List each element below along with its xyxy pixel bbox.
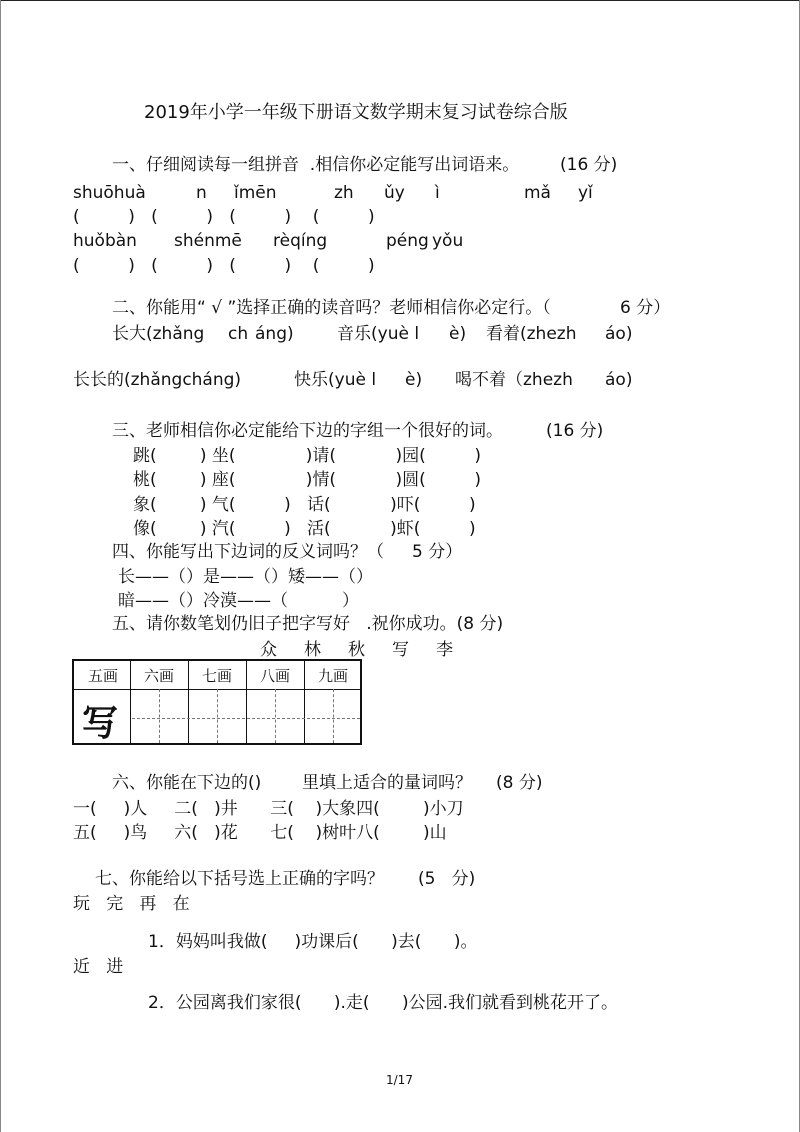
reading-2c: è) [405,370,423,390]
page-border-top [0,0,800,1]
reading-1e: è) [449,324,467,344]
pinyin-9: huǒbàn [73,231,137,251]
answer-brackets-1: ( ) ( ) ( ) ( ) [73,207,375,227]
section-2-heading: 二、你能用“ √ ”选择正确的读音吗？老师相信你必定行。（ [112,298,551,318]
grid-header-6: 六画 [143,667,174,685]
pinyin-4: zh [334,183,354,203]
answer-brackets-2: ( ) ( ) ( ) ( ) [73,256,375,276]
antonym-line-2: 暗——（）冷漠——（ ） [118,591,360,611]
antonym-line-1: 长——（）是——（）矮——（） [118,567,373,587]
word-row-2: 桃( ) 座( )情( )圆( ) [133,470,482,490]
grid-header-7: 七画 [201,667,232,685]
question-2: 2．公园离我们家很( ).走( )公园.我们就看到桃花开了。 [148,993,618,1013]
section-7-score: (5 分) [418,869,476,889]
section-1-heading: 一、仔细阅读每一组拼音 .相信你必定能写出词语来。 [112,155,520,175]
reading-1g: áo) [605,324,633,344]
reading-1a: 长大(zhǎng [112,324,205,344]
pinyin-6: ì [435,183,440,203]
section-2-score: 6 分） [620,298,671,318]
section-1-score: (16 分) [560,155,618,175]
grid-header-8: 八画 [259,667,290,685]
reading-2d: 喝不着（zhezh [455,370,573,390]
section-6-heading: 六、你能在下边的() [112,773,262,793]
pinyin-10: shénmē [174,231,242,251]
question-1: 1．妈妈叫我做( )功课后( )去( )。 [148,932,478,952]
page-number: 1/17 [386,1073,413,1087]
pinyin-11: rèqíng [273,231,328,251]
section-3-heading: 三、老师相信你必定能给下边的字组一个很好的词。 [112,421,503,441]
pinyin-3: ǐmēn [234,183,277,203]
pinyin-1: shuōhuà [73,183,146,203]
word-choices-2: 近 进 [73,957,124,977]
grid-example-char: 写 [82,702,119,744]
section-4-heading: 四、你能写出下边词的反义词吗？（ [112,542,384,562]
pinyin-12: péng [386,231,429,251]
word-choices-1: 玩 完 再 在 [73,894,190,914]
stroke-chars: 众 林 秋 写 李 [260,640,454,660]
reading-1f: 看着(zhezh [486,324,577,344]
section-7-heading: 七、你能给以下括号选上正确的字吗？ [95,869,384,889]
word-row-1: 跳( ) 坐( )请( )园( ) [133,446,482,466]
word-row-3: 象( ) 气( ) 话( )吓( ) [133,495,476,515]
measure-word-line-1: 一( )人 二( )井 三( )大象四( )小刀 [73,799,464,819]
section-3-score: (16 分) [546,421,604,441]
reading-2e: áo) [605,370,633,390]
pinyin-8: yǐ [578,183,593,203]
reading-2b: 快乐(yuè l [294,370,377,390]
reading-1d: 音乐(yuè l [337,324,420,344]
section-4-score: 5 分） [412,542,463,562]
pinyin-7: mǎ [524,183,551,203]
section-5-heading: 五、请你数笔划仍旧子把字写好 .祝你成功。(8 分) [112,614,504,634]
word-row-4: 像( ) 汽( ) 活( )虾( ) [133,519,476,539]
measure-word-line-2: 五( )鸟 六( )花 七( )树叶八( )山 [73,823,447,843]
page-border-left [0,0,1,1132]
pinyin-5: ǔy [384,183,405,203]
stroke-count-grid [72,659,362,745]
page-title: 2019年小学一年级下册语文数学期末复习试卷综合版 [144,102,568,123]
reading-2a: 长长的(zhǎngcháng) [73,370,242,390]
reading-1b: ch [228,324,249,344]
grid-header-5: 五画 [87,667,118,685]
grid-header-9: 九画 [317,667,348,685]
pinyin-13: yǒu [432,231,464,251]
reading-1c: áng) [255,324,294,344]
section-6-heading-2: 里填上适合的量词吗？ [302,773,472,793]
section-6-score: (8 分) [496,773,543,793]
pinyin-2: n [196,183,207,203]
